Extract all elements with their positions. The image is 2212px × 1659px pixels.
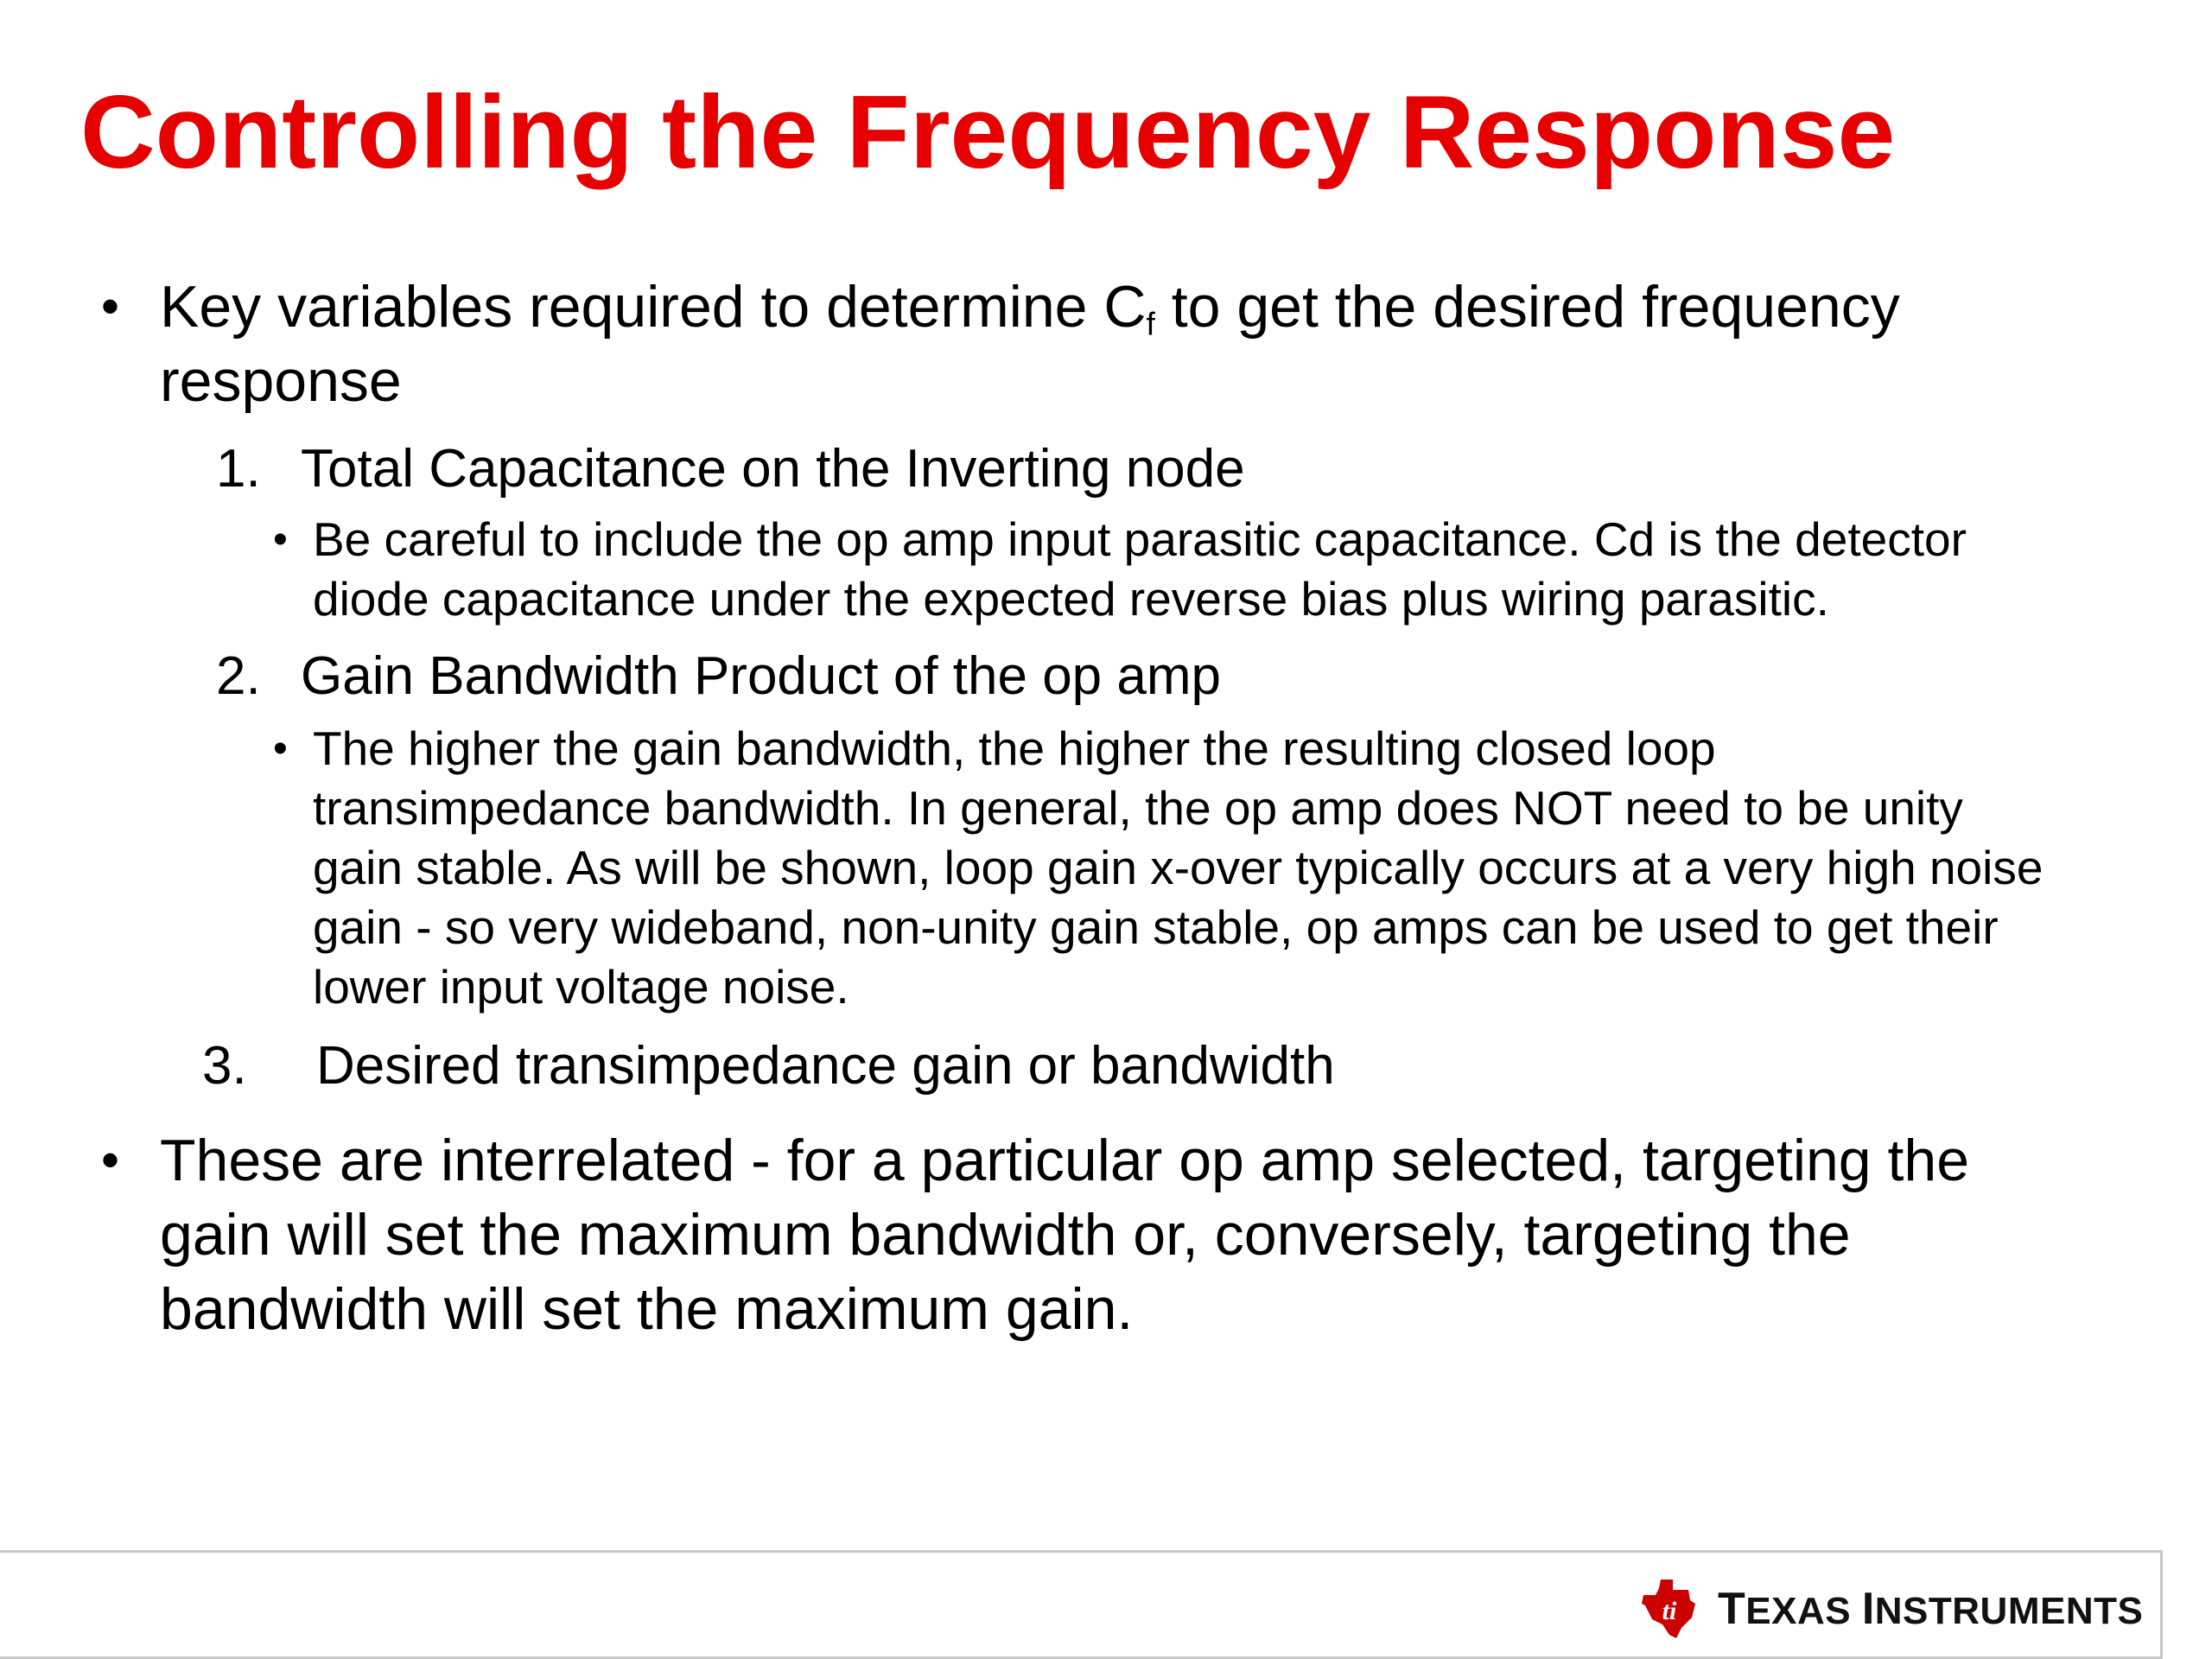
subscript-f: f <box>1146 305 1155 342</box>
bullet-key-variables <box>101 270 1900 418</box>
item-number: 3. <box>202 1036 247 1096</box>
sub-bullet-line5: lower input voltage noise. <box>313 960 849 1014</box>
item-number: 1. <box>216 439 261 499</box>
sub-bullet-line1: The higher the gain bandwidth, the higher the resulting closed loop <box>313 721 1716 775</box>
svg-text:ti: ti <box>1662 1597 1677 1625</box>
item-text: Total Capacitance on the Inverting node <box>301 439 1245 499</box>
bullet-dot: • <box>101 277 120 335</box>
footer-divider <box>0 1550 2162 1553</box>
bullet-dot: • <box>273 517 288 563</box>
sub-bullet-gain-bandwidth <box>273 719 2044 1017</box>
texas-instruments-logo <box>1635 1574 2143 1643</box>
item-number: 2. <box>216 646 261 706</box>
bullet-line2: gain will set the maximum bandwidth or, conversely, targeting the <box>160 1202 1851 1268</box>
bullet-text-cont: to get the desired frequency <box>1154 274 1900 340</box>
numbered-item-3 <box>202 1033 1335 1099</box>
bullet-line1: These are interrelated - for a particular op amp selected, targeting the <box>160 1128 1970 1193</box>
numbered-item-1 <box>216 436 1245 502</box>
item-text: Desired transimpedance gain or bandwidth <box>316 1036 1335 1096</box>
numbered-item-2 <box>216 644 1221 709</box>
bullet-line3: bandwidth will set the maximum gain. <box>160 1276 1134 1342</box>
sub-bullet-line3: gain stable. As will be shown, loop gain x-over typically occurs at a very high noise <box>313 841 2044 894</box>
bullet-interrelated <box>101 1123 1970 1346</box>
bullet-text: Key variables required to determine C <box>160 274 1147 340</box>
item-text: Gain Bandwidth Product of the op amp <box>301 646 1221 706</box>
sub-bullet-line2: diode capacitance under the expected reverse bias plus wiring parasitic. <box>313 572 1829 626</box>
sub-bullet-capacitance <box>273 510 1967 629</box>
bullet-dot: • <box>101 1131 120 1189</box>
footer-right-edge <box>2160 1550 2163 1659</box>
sub-bullet-line4: gain - so very wideband, non-unity gain stable, op amps can be used to get their <box>313 900 1999 954</box>
bullet-text-line2: response <box>160 348 402 414</box>
ti-state-logo-icon <box>1635 1574 1704 1643</box>
sub-bullet-line2: transimpedance bandwidth. In general, the op amp does NOT need to be unity <box>313 781 1963 835</box>
bullet-dot: • <box>273 726 288 772</box>
sub-bullet-line1: Be careful to include the op amp input parasitic capacitance. Cd is the detector <box>313 512 1967 566</box>
logo-wordmark: TEXAS INSTRUMENTS <box>1718 1584 2144 1634</box>
slide-title: Controlling the Frequency Response <box>80 74 1896 190</box>
